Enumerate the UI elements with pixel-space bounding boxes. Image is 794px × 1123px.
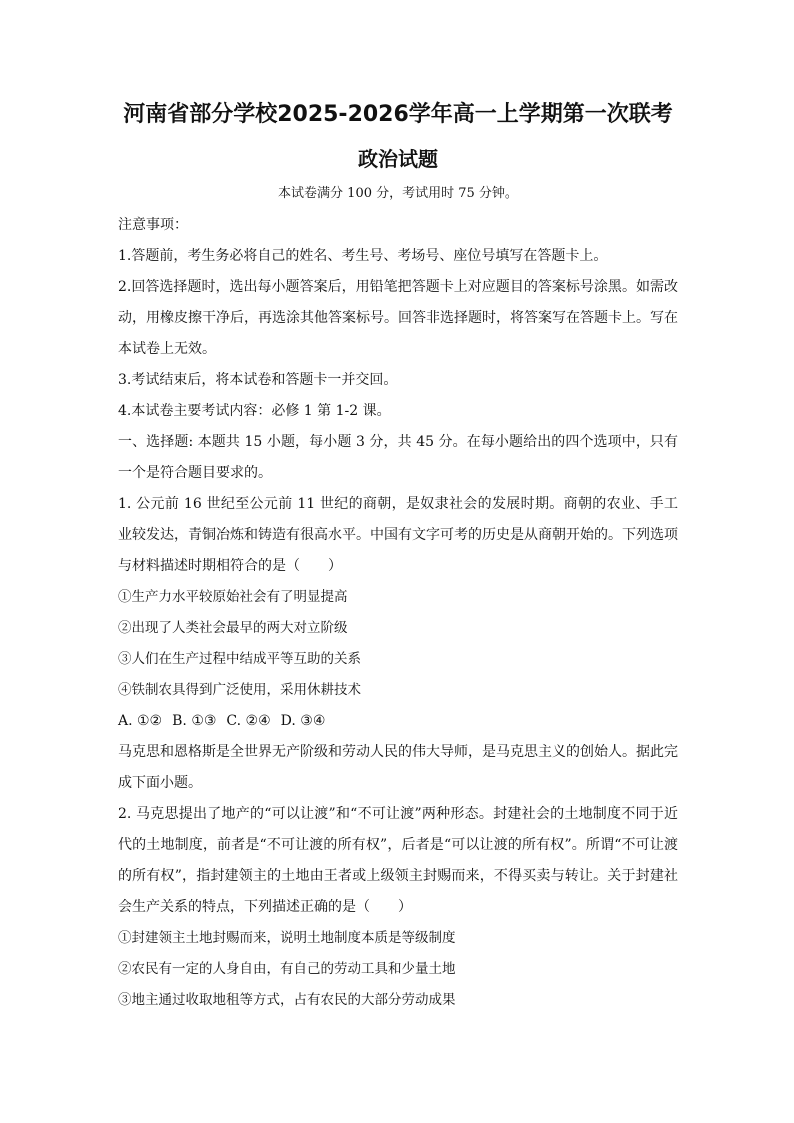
note-item: 3.考试结束后，将本试卷和答题卡一并交回。 [118,372,398,388]
question-1-option: ③人们在生产过程中结成平等互助的关系 [118,651,361,667]
section-intro: 一、选择题: 本题共 15 小题，每小题 3 分，共 45 分。在每小题给出的四个选项中，只有一个是符合题目要求的。 [118,434,678,481]
note-item: 1.答题前，考生务必将自己的姓名、考生号、考场号、座位号填写在答题卡上。 [118,248,608,264]
note-item: 4.本试卷主要考试内容：必修 1 第 1-2 课。 [118,403,391,419]
choice-a: A. ①② [118,713,163,729]
question-2-option: ③地主通过收取地租等方式，占有农民的大部分劳动成果 [118,992,456,1008]
choice-c: C. ②④ [226,713,271,729]
exam-subtitle: 政治试题 [358,147,438,171]
exam-page [118,98,678,1016]
choice-d: D. ③④ [280,713,326,729]
question-2-stem: 2. 马克思提出了地产的“可以让渡”和“不可让渡”两种形态。封建社会的土地制度不同于近代的土地制度，前者是“不可让渡的所有权”，后者是“可以让渡的所有权”。所谓“不可让渡的所有权”，指封建领主的土地由王者或上级领主封赐而来，不得买卖与转让。关于封建社会生产关系的特点，下列描述正确的是（ ） [118,806,678,915]
question-1-choices [118,706,678,737]
exam-meta: 本试卷满分 100 分，考试用时 75 分钟。 [278,186,518,201]
note-item: 2.回答选择题时，选出每小题答案后，用铅笔把答题卡上对应题目的答案标号涂黑。如需改动，用橡皮擦干净后，再选涂其他答案标号。回答非选择题时，将答案写在答题卡上。写在本试卷上无效。 [118,279,678,357]
question-1-stem: 1. 公元前 16 世纪至公元前 11 世纪的商朝，是奴隶社会的发展时期。商朝的农业、手工业较发达，青铜冶炼和铸造有很高水平。中国有文字可考的历史是从商朝开始的。下列选项与材料描述时期相符合的是（ ） [118,496,678,574]
notes-heading: 注意事项： [118,217,188,233]
question-1-option: ①生产力水平较原始社会有了明显提高 [118,589,348,605]
material-text: 马克思和恩格斯是全世界无产阶级和劳动人民的伟大导师，是马克思主义的创始人。据此完成下面小题。 [118,744,678,791]
exam-title: 河南省部分学校2025-2026学年高一上学期第一次联考 [123,102,673,127]
question-2-option: ①封建领主土地封赐而来，说明土地制度本质是等级制度 [118,930,456,946]
choice-b: B. ①③ [172,713,217,729]
question-2-option: ②农民有一定的人身自由，有自己的劳动工具和少量土地 [118,961,456,977]
question-1-option: ④铁制农具得到广泛使用，采用休耕技术 [118,682,361,698]
question-1-option: ②出现了人类社会最早的两大对立阶级 [118,620,348,636]
